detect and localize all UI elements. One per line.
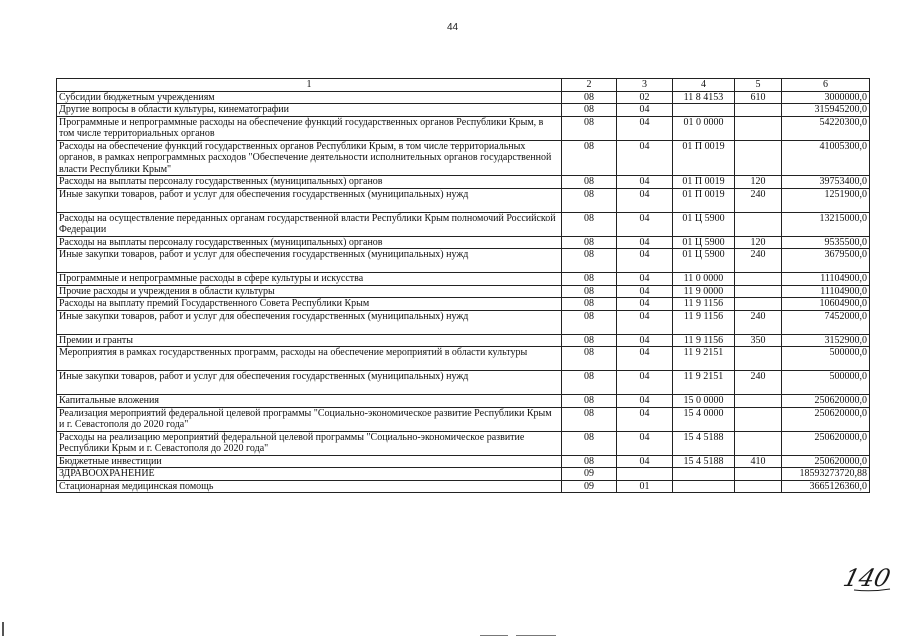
row-name-cell: Стационарная медицинская помощь <box>57 480 562 493</box>
table-row <box>57 395 870 408</box>
table-row <box>57 334 870 347</box>
row-subsection-cell: 04 <box>617 176 673 189</box>
table-row <box>57 310 870 334</box>
table-row <box>57 371 870 395</box>
row-name-cell: Другие вопросы в области культуры, кинематографии <box>57 104 562 117</box>
row-target-article-cell: 11 9 2151 <box>673 347 735 371</box>
row-section-cell: 08 <box>562 347 617 371</box>
row-name-cell: Иные закупки товаров, работ и услуг для обеспечения государственных (муниципальных) нужд <box>57 188 562 212</box>
row-expense-type-cell <box>735 298 782 311</box>
row-subsection-cell: 04 <box>617 285 673 298</box>
row-subsection-cell: 04 <box>617 188 673 212</box>
row-subsection-cell: 04 <box>617 298 673 311</box>
row-section-cell: 08 <box>562 104 617 117</box>
row-section-cell: 08 <box>562 285 617 298</box>
row-name-cell: Капитальные вложения <box>57 395 562 408</box>
row-subsection-cell: 04 <box>617 431 673 455</box>
row-section-cell: 08 <box>562 310 617 334</box>
row-expense-type-cell <box>735 116 782 140</box>
row-section-cell: 08 <box>562 249 617 273</box>
row-expense-type-cell <box>735 347 782 371</box>
row-target-article-cell: 01 Ц 5900 <box>673 212 735 236</box>
row-sum-cell: 9535500,0 <box>782 236 870 249</box>
row-sum-cell: 315945200,0 <box>782 104 870 117</box>
row-section-cell: 08 <box>562 455 617 468</box>
table-row <box>57 212 870 236</box>
row-target-article-cell: 01 П 0019 <box>673 176 735 189</box>
table-row <box>57 298 870 311</box>
row-section-cell: 08 <box>562 212 617 236</box>
row-expense-type-cell: 240 <box>735 188 782 212</box>
row-sum-cell: 3000000,0 <box>782 91 870 104</box>
row-expense-type-cell: 240 <box>735 310 782 334</box>
table-body <box>57 91 870 493</box>
row-section-cell: 08 <box>562 407 617 431</box>
row-section-cell: 09 <box>562 468 617 481</box>
row-section-cell: 08 <box>562 236 617 249</box>
row-target-article-cell: 15 0 0000 <box>673 395 735 408</box>
margin-mark <box>2 622 4 636</box>
row-sum-cell: 11104900,0 <box>782 285 870 298</box>
row-target-article-cell: 11 9 2151 <box>673 371 735 395</box>
row-subsection-cell: 04 <box>617 140 673 176</box>
row-section-cell: 08 <box>562 176 617 189</box>
row-target-article-cell <box>673 104 735 117</box>
header-cell-subsection: 3 <box>617 79 673 92</box>
handwritten-page-number <box>840 562 894 592</box>
row-expense-type-cell: 410 <box>735 455 782 468</box>
row-section-cell: 08 <box>562 431 617 455</box>
row-sum-cell: 13215000,0 <box>782 212 870 236</box>
row-subsection-cell: 04 <box>617 104 673 117</box>
table-row <box>57 431 870 455</box>
row-sum-cell: 3665126360,0 <box>782 480 870 493</box>
row-target-article-cell: 11 9 1156 <box>673 298 735 311</box>
row-sum-cell: 54220300,0 <box>782 116 870 140</box>
row-sum-cell: 500000,0 <box>782 347 870 371</box>
row-subsection-cell: 04 <box>617 334 673 347</box>
row-expense-type-cell <box>735 480 782 493</box>
row-subsection-cell: 04 <box>617 249 673 273</box>
row-name-cell: Иные закупки товаров, работ и услуг для обеспечения государственных (муниципальных) нужд <box>57 249 562 273</box>
row-expense-type-cell: 240 <box>735 371 782 395</box>
row-subsection-cell: 04 <box>617 212 673 236</box>
row-name-cell: Иные закупки товаров, работ и услуг для обеспечения государственных (муниципальных) нужд <box>57 310 562 334</box>
row-expense-type-cell <box>735 273 782 286</box>
table-row <box>57 176 870 189</box>
row-target-article-cell: 11 9 1156 <box>673 334 735 347</box>
row-name-cell: Прочие расходы и учреждения в области культуры <box>57 285 562 298</box>
row-name-cell: Расходы на осуществление переданных органам государственной власти Республики Крым полномочий Российской Федерации <box>57 212 562 236</box>
row-target-article-cell: 01 Ц 5900 <box>673 249 735 273</box>
header-row <box>57 79 870 92</box>
row-sum-cell: 250620000,0 <box>782 395 870 408</box>
row-subsection-cell: 04 <box>617 371 673 395</box>
row-name-cell: Программные и непрограммные расходы в сфере культуры и искусства <box>57 273 562 286</box>
row-section-cell: 08 <box>562 140 617 176</box>
row-section-cell: 08 <box>562 273 617 286</box>
row-section-cell: 09 <box>562 480 617 493</box>
row-section-cell: 08 <box>562 334 617 347</box>
row-subsection-cell: 04 <box>617 116 673 140</box>
table-row <box>57 188 870 212</box>
row-subsection-cell: 04 <box>617 395 673 408</box>
header-cell-sum: 6 <box>782 79 870 92</box>
bottom-artifact-line <box>516 635 556 636</box>
header-cell-name: 1 <box>57 79 562 92</box>
row-expense-type-cell: 240 <box>735 249 782 273</box>
row-expense-type-cell <box>735 407 782 431</box>
row-name-cell: Расходы на выплаты персоналу государственных (муниципальных) органов <box>57 176 562 189</box>
row-name-cell: Иные закупки товаров, работ и услуг для обеспечения государственных (муниципальных) нужд <box>57 371 562 395</box>
table-row <box>57 468 870 481</box>
row-name-cell: Расходы на реализацию мероприятий федеральной целевой программы "Социально-экономическое развитие Республики Крым и г. Севастополя до 2020 года" <box>57 431 562 455</box>
row-section-cell: 08 <box>562 116 617 140</box>
row-subsection-cell: 02 <box>617 91 673 104</box>
table-row <box>57 236 870 249</box>
row-target-article-cell <box>673 468 735 481</box>
row-target-article-cell: 15 4 5188 <box>673 431 735 455</box>
header-cell-target-article: 4 <box>673 79 735 92</box>
row-sum-cell: 250620000,0 <box>782 455 870 468</box>
table-row <box>57 140 870 176</box>
row-sum-cell: 500000,0 <box>782 371 870 395</box>
row-expense-type-cell <box>735 431 782 455</box>
row-expense-type-cell <box>735 212 782 236</box>
row-sum-cell: 250620000,0 <box>782 407 870 431</box>
row-target-article-cell: 01 П 0019 <box>673 188 735 212</box>
row-sum-cell: 39753400,0 <box>782 176 870 189</box>
table-row <box>57 91 870 104</box>
row-expense-type-cell <box>735 104 782 117</box>
row-subsection-cell: 04 <box>617 236 673 249</box>
row-sum-cell: 7452000,0 <box>782 310 870 334</box>
row-sum-cell: 41005300,0 <box>782 140 870 176</box>
row-sum-cell: 11104900,0 <box>782 273 870 286</box>
row-expense-type-cell <box>735 140 782 176</box>
page-number: 44 <box>446 22 459 33</box>
row-expense-type-cell <box>735 395 782 408</box>
row-target-article-cell: 11 9 1156 <box>673 310 735 334</box>
row-name-cell: Бюджетные инвестиции <box>57 455 562 468</box>
row-section-cell: 08 <box>562 91 617 104</box>
row-name-cell: Расходы на выплату премий Государственного Совета Республики Крым <box>57 298 562 311</box>
header-cell-expense-type: 5 <box>735 79 782 92</box>
row-sum-cell: 250620000,0 <box>782 431 870 455</box>
row-target-article-cell <box>673 480 735 493</box>
row-name-cell: Реализация мероприятий федеральной целевой программы "Социально-экономическое развитие Республики Крым и г. Севастополя до 2020 года" <box>57 407 562 431</box>
row-section-cell: 08 <box>562 395 617 408</box>
table-row <box>57 407 870 431</box>
row-expense-type-cell: 120 <box>735 176 782 189</box>
row-expense-type-cell: 350 <box>735 334 782 347</box>
budget-table <box>56 78 870 493</box>
row-target-article-cell: 11 0 0000 <box>673 273 735 286</box>
row-expense-type-cell: 610 <box>735 91 782 104</box>
row-section-cell: 08 <box>562 298 617 311</box>
row-target-article-cell: 01 Ц 5900 <box>673 236 735 249</box>
row-sum-cell: 3679500,0 <box>782 249 870 273</box>
row-section-cell: 08 <box>562 371 617 395</box>
row-expense-type-cell <box>735 468 782 481</box>
row-subsection-cell: 04 <box>617 273 673 286</box>
row-sum-cell: 1251900,0 <box>782 188 870 212</box>
bottom-artifact-line <box>480 635 508 636</box>
row-subsection-cell: 01 <box>617 480 673 493</box>
row-subsection-cell <box>617 468 673 481</box>
row-name-cell: Мероприятия в рамках государственных программ, расходы на обеспечение мероприятий в области культуры <box>57 347 562 371</box>
row-expense-type-cell <box>735 285 782 298</box>
row-sum-cell: 3152900,0 <box>782 334 870 347</box>
table-row <box>57 480 870 493</box>
table-row <box>57 347 870 371</box>
row-subsection-cell: 04 <box>617 455 673 468</box>
row-target-article-cell: 15 4 5188 <box>673 455 735 468</box>
row-sum-cell: 18593273720,88 <box>782 468 870 481</box>
row-name-cell: Расходы на обеспечение функций государственных органов Республики Крым, в том числе территориальных органов, в рамках непрограммных расходов "Обеспечение деятельности исполнительных органов государственной власти Республики Крым" <box>57 140 562 176</box>
row-name-cell: Премии и гранты <box>57 334 562 347</box>
row-name-cell: Субсидии бюджетным учреждениям <box>57 91 562 104</box>
row-name-cell: ЗДРАВООХРАНЕНИЕ <box>57 468 562 481</box>
table-row <box>57 273 870 286</box>
row-target-article-cell: 15 4 0000 <box>673 407 735 431</box>
row-subsection-cell: 04 <box>617 407 673 431</box>
row-subsection-cell: 04 <box>617 310 673 334</box>
row-sum-cell: 10604900,0 <box>782 298 870 311</box>
table-row <box>57 249 870 273</box>
table-row <box>57 285 870 298</box>
row-expense-type-cell: 120 <box>735 236 782 249</box>
row-section-cell: 08 <box>562 188 617 212</box>
row-target-article-cell: 11 9 0000 <box>673 285 735 298</box>
row-target-article-cell: 11 8 4153 <box>673 91 735 104</box>
row-subsection-cell: 04 <box>617 347 673 371</box>
row-target-article-cell: 01 П 0019 <box>673 140 735 176</box>
table-row <box>57 455 870 468</box>
row-target-article-cell: 01 0 0000 <box>673 116 735 140</box>
header-cell-section: 2 <box>562 79 617 92</box>
table-row <box>57 116 870 140</box>
row-name-cell: Расходы на выплаты персоналу государственных (муниципальных) органов <box>57 236 562 249</box>
svg-text:140: 140 <box>840 563 894 592</box>
row-name-cell: Программные и непрограммные расходы на обеспечение функций государственных органов Республики Крым, в том числе территориальных органов <box>57 116 562 140</box>
table-row <box>57 104 870 117</box>
